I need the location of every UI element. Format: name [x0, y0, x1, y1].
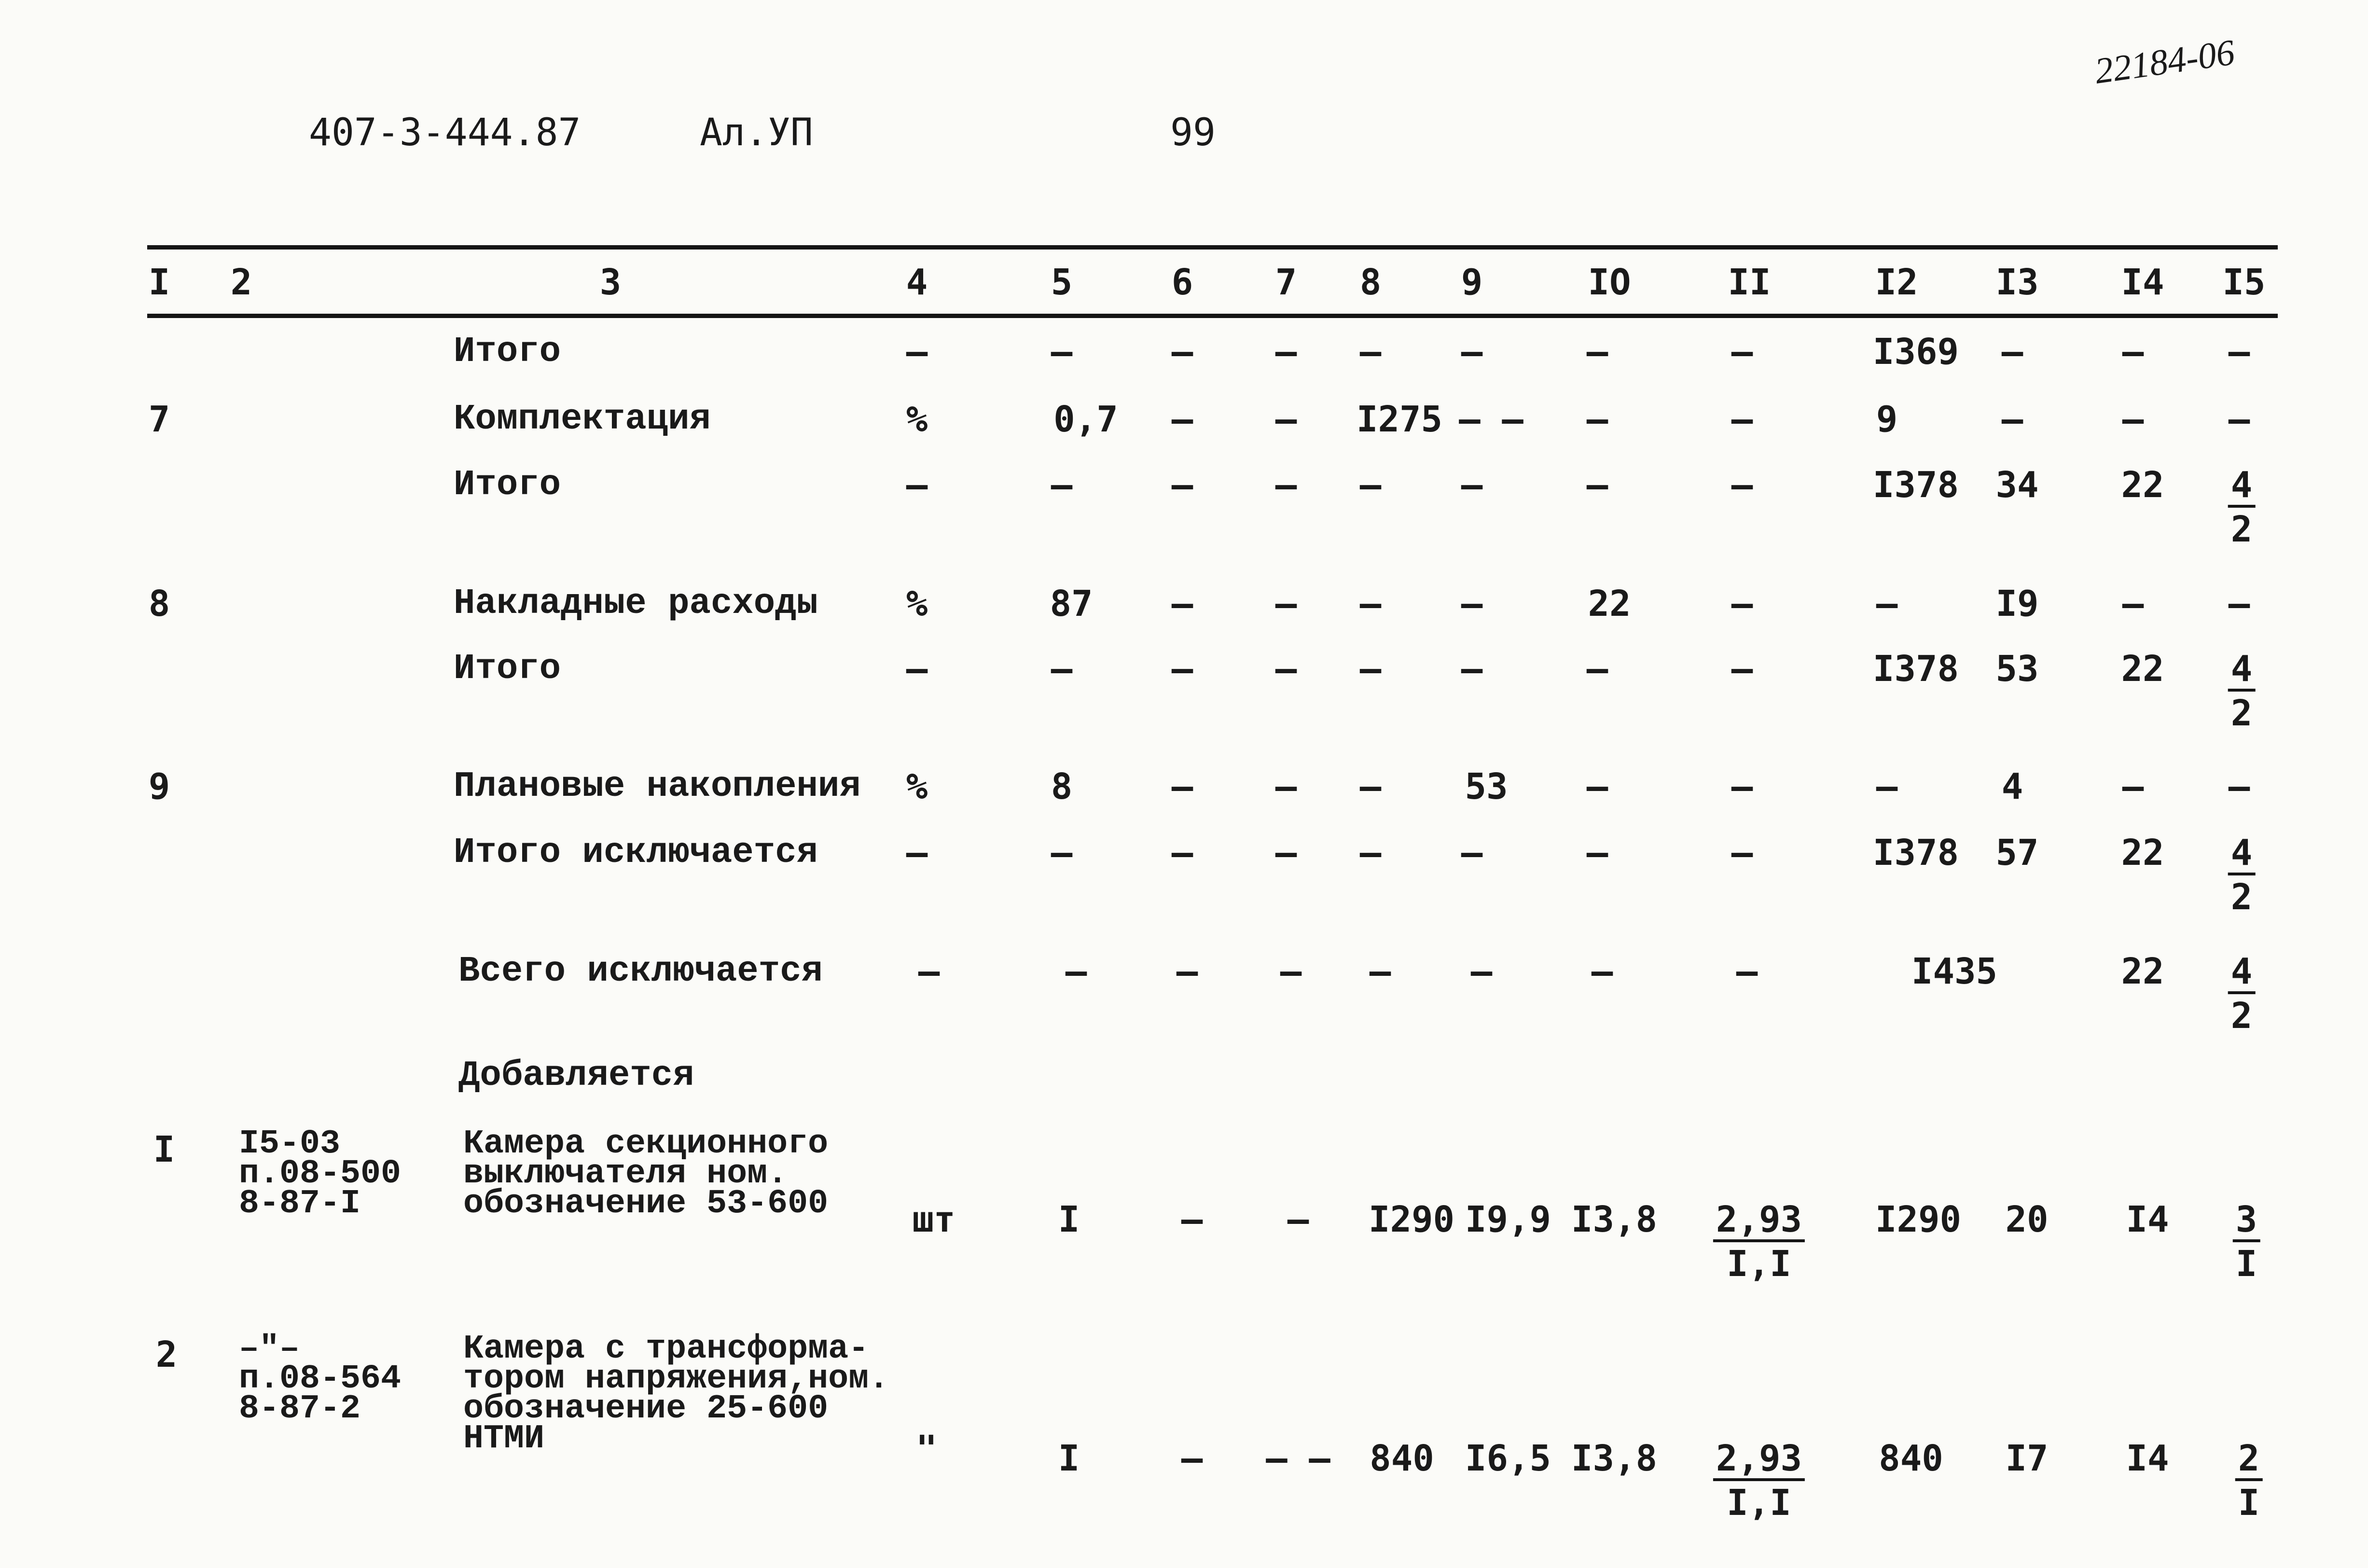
table-cell: I9 [1995, 583, 2039, 624]
table-cell: – [1586, 331, 1608, 373]
fraction-denominator: 2 [2230, 876, 2253, 918]
row-label: Всего исключается [458, 951, 823, 992]
table-cell: 87 [1050, 583, 1093, 624]
fraction-numerator: 2 [2235, 1441, 2263, 1481]
row-label: Итого [454, 332, 561, 372]
fraction-numerator: 3 [2233, 1202, 2260, 1242]
table-cell: – [1586, 399, 1608, 440]
table-cell: – [1731, 766, 1753, 807]
fraction-cell [2233, 1199, 2260, 1285]
table-cell: % [906, 766, 928, 807]
table-cell: I378 [1872, 464, 1959, 506]
column-header: 4 [906, 262, 928, 303]
table-cell: – [1275, 648, 1297, 690]
table-cell: – [1731, 832, 1753, 874]
fraction-cell [2228, 464, 2256, 550]
table-cell: I378 [1872, 832, 1959, 874]
price-code: –"– п.08-564 8-87-2 [239, 1330, 402, 1428]
table-cell: – [1731, 331, 1753, 373]
fraction-numerator: 4 [2228, 467, 2256, 508]
table-cell: – [2228, 766, 2250, 807]
column-header: I [148, 262, 170, 303]
table-cell: – [2122, 766, 2144, 807]
row-label: Плановые накопления [454, 766, 861, 807]
fraction-denominator: I [2238, 1482, 2260, 1524]
column-header: I4 [2121, 262, 2164, 303]
table-cell: – [1065, 951, 1087, 992]
table-cell: – [2122, 331, 2144, 373]
table-cell: – [1461, 648, 1483, 690]
table-cell: I [1058, 1199, 1080, 1240]
fraction-numerator: 4 [2228, 835, 2256, 875]
table-cell: I275 [1356, 399, 1443, 440]
table-cell: – [2228, 331, 2250, 373]
table-cell: – [1461, 464, 1483, 506]
row-label: Накладные расходы [454, 583, 818, 624]
fraction-denominator: 2 [2230, 509, 2253, 550]
table-cell: – [1051, 464, 1073, 506]
table-cell: I3,8 [1571, 1438, 1658, 1479]
table-cell: I4 [2126, 1199, 2169, 1240]
fraction-cell [2228, 951, 2256, 1037]
document-code: 407-3-444.87 [309, 111, 581, 154]
table-cell: – [1461, 331, 1483, 373]
section-label: Добавляется [458, 1055, 694, 1096]
table-cell: – [1171, 583, 1193, 624]
table-cell: – [1586, 766, 1608, 807]
table-cell: – [918, 951, 940, 992]
item-description: Камера секционного выключателя ном. обозначение 53-600 [463, 1125, 829, 1223]
table-cell: – [1280, 951, 1302, 992]
table-cell: – [1275, 832, 1297, 874]
column-header: 3 [599, 262, 622, 303]
table-cell: – [1359, 583, 1382, 624]
table-cell: – [1369, 951, 1391, 992]
table-cell: – [1176, 951, 1198, 992]
fraction-numerator: 2,93 [1713, 1441, 1805, 1481]
column-header: II [1728, 262, 1771, 303]
table-cell: – – [1266, 1438, 1330, 1479]
row-number: 2 [155, 1334, 178, 1375]
table-cell: I290 [1875, 1199, 1962, 1240]
table-cell: – [1731, 464, 1753, 506]
table-cell: – [1171, 464, 1193, 506]
table-cell: – [1275, 464, 1297, 506]
row-label: Итого [454, 465, 561, 505]
table-cell: I378 [1872, 648, 1959, 690]
table-cell: I7 [2005, 1438, 2049, 1479]
table-cell: – [1586, 832, 1608, 874]
fraction-denominator: I,I [1727, 1243, 1791, 1285]
table-cell: – [1171, 766, 1193, 807]
table-cell: – [1876, 583, 1898, 624]
table-cell: I369 [1872, 331, 1959, 373]
table-cell: 9 [1876, 399, 1898, 440]
table-cell: 20 [2005, 1199, 2049, 1240]
table-cell: – [1461, 832, 1483, 874]
table-cell: I [1058, 1438, 1080, 1479]
fraction-denominator: I [2235, 1243, 2257, 1285]
table-cell: I6,5 [1465, 1438, 1551, 1479]
fraction-cell [1713, 1438, 1805, 1524]
item-description: Камера с трансформа- тором напряжения,ном. обозначение 25-600 НТМИ [463, 1330, 889, 1458]
table-cell: – [1181, 1438, 1203, 1479]
table-cell: – [906, 464, 928, 506]
fraction-numerator: 4 [2228, 651, 2256, 692]
column-header: 2 [230, 262, 252, 303]
table-cell: – [2001, 399, 2023, 440]
fraction-numerator: 2,93 [1713, 1202, 1805, 1242]
table-header-rule [147, 314, 2278, 318]
table-cell: 53 [1465, 766, 1508, 807]
fraction-cell [1713, 1199, 1805, 1285]
fraction-cell [2228, 832, 2256, 918]
price-code: I5-03 п.08-500 8-87-I [239, 1125, 402, 1223]
row-number: 8 [148, 583, 170, 624]
table-cell: I9,9 [1465, 1199, 1551, 1240]
table-cell: 840 [1370, 1438, 1434, 1479]
table-cell: – [2228, 399, 2250, 440]
table-cell: – [1051, 648, 1073, 690]
table-cell: – [1359, 331, 1382, 373]
archive-stamp: 22184-06 [2092, 32, 2237, 92]
table-cell: шт [912, 1199, 956, 1240]
table-cell: – [2122, 583, 2144, 624]
album-label: Ал.УП [700, 111, 813, 154]
row-label: Комплектация [454, 399, 711, 440]
table-cell: – [1171, 648, 1193, 690]
row-number: 7 [148, 399, 170, 440]
table-cell: % [906, 399, 928, 440]
column-header: 5 [1051, 262, 1073, 303]
column-header: I5 [2222, 262, 2266, 303]
table-cell: – [1586, 648, 1608, 690]
table-cell: – [1591, 951, 1613, 992]
table-cell: – [1359, 648, 1382, 690]
table-cell: – [1461, 583, 1483, 624]
table-cell: 53 [1995, 648, 2039, 690]
column-header: 7 [1275, 262, 1297, 303]
table-cell: 22 [2121, 648, 2164, 690]
table-cell: – [1275, 766, 1297, 807]
table-cell: 22 [2121, 832, 2164, 874]
table-cell: – [1051, 331, 1073, 373]
row-number: I [153, 1129, 175, 1170]
table-cell: – [1287, 1199, 1309, 1240]
table-cell: – [1171, 399, 1193, 440]
table-cell: – [1359, 766, 1382, 807]
table-top-rule [147, 245, 2278, 250]
table-cell: – [1275, 331, 1297, 373]
fraction-cell [2228, 648, 2256, 734]
table-cell: I435 [1911, 951, 1998, 992]
column-header: 8 [1359, 262, 1382, 303]
column-header: IO [1588, 262, 1631, 303]
table-cell: – [1731, 583, 1753, 624]
row-number: 9 [148, 766, 170, 807]
table-cell: – [1171, 331, 1193, 373]
table-cell: 57 [1995, 832, 2039, 874]
table-cell: " [915, 1428, 938, 1470]
column-header: I3 [1995, 262, 2039, 303]
table-cell: – [906, 648, 928, 690]
column-header: 6 [1171, 262, 1193, 303]
table-cell: – [1731, 648, 1753, 690]
table-cell: 22 [1588, 583, 1631, 624]
table-cell: I4 [2126, 1438, 2169, 1479]
fraction-numerator: 4 [2228, 954, 2256, 994]
row-label: Итого [454, 649, 561, 689]
table-cell: – [1181, 1199, 1203, 1240]
fraction-denominator: I,I [1727, 1482, 1791, 1524]
table-cell: – [1359, 832, 1382, 874]
table-cell: – [1171, 832, 1193, 874]
table-cell: I3,8 [1571, 1199, 1658, 1240]
table-cell: 840 [1879, 1438, 1943, 1479]
column-header: I2 [1875, 262, 1918, 303]
table-cell: 0,7 [1053, 399, 1118, 440]
table-cell: – – [1459, 399, 1523, 440]
table-cell: – [906, 331, 928, 373]
table-cell: 8 [1051, 766, 1073, 807]
table-cell: – [1470, 951, 1493, 992]
table-cell: – [1051, 832, 1073, 874]
page-number: 99 [1170, 111, 1216, 154]
table-cell: 22 [2121, 464, 2164, 506]
table-cell: 34 [1995, 464, 2039, 506]
table-cell: – [1275, 583, 1297, 624]
table-cell: – [1359, 464, 1382, 506]
row-label: Итого исключается [454, 833, 818, 873]
table-cell: – [2001, 331, 2023, 373]
table-cell: – [1731, 399, 1753, 440]
fraction-denominator: 2 [2230, 995, 2253, 1037]
column-header: 9 [1461, 262, 1483, 303]
table-cell: – [1586, 464, 1608, 506]
table-cell: – [906, 832, 928, 874]
table-cell: – [1736, 951, 1758, 992]
table-cell: – [2122, 399, 2144, 440]
table-cell: – [1275, 399, 1297, 440]
table-cell: – [2228, 583, 2250, 624]
table-cell: 22 [2121, 951, 2164, 992]
table-cell: I290 [1368, 1199, 1455, 1240]
fraction-cell [2235, 1438, 2263, 1524]
table-cell: % [906, 583, 928, 624]
table-cell: – [1876, 766, 1898, 807]
table-cell: 4 [2001, 766, 2023, 807]
fraction-denominator: 2 [2230, 693, 2253, 734]
